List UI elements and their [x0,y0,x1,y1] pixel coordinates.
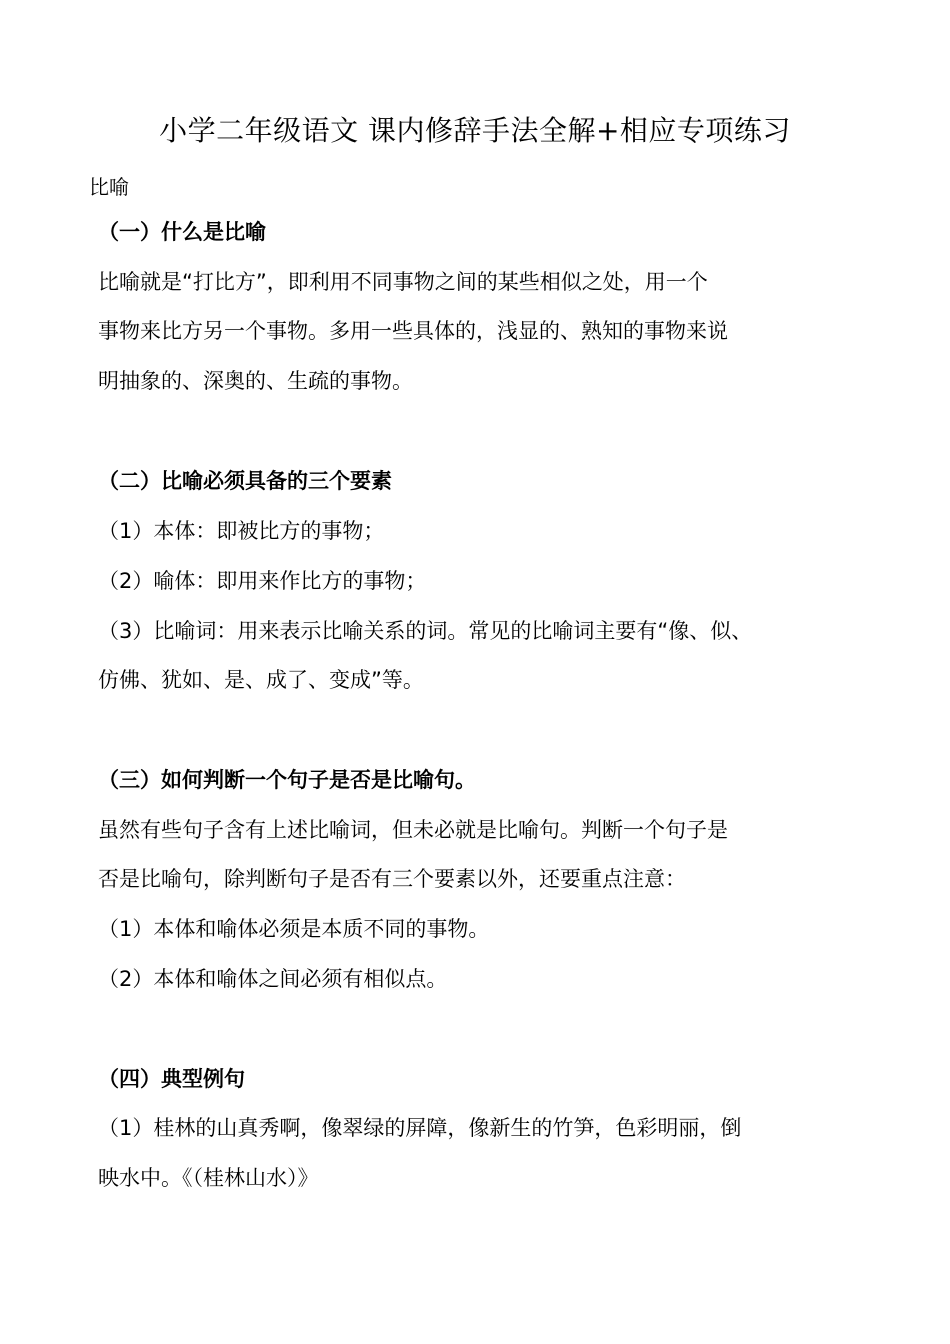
part3-line: （1）本体和喻体必须是本质不同的事物。 [98,917,490,941]
part3-line: 否是比喻句，除判断句子是否有三个要素以外，还要重点注意： [98,867,686,891]
part2-line: （1）本体：即被比方的事物； [98,519,385,543]
part2-line: 仿佛、犹如、是、成了、变成”等。 [98,668,424,692]
part4-line: 映水中。《（桂林山水）》 [98,1166,319,1190]
part3-line: 虽然有些句子含有上述比喻词，但未必就是比喻句。判断一个句子是 [98,818,728,842]
part4-line: （1）桂林的山真秀啊，像翠绿的屏障，像新生的竹笋，色彩明丽，倒 [98,1116,742,1140]
part1-heading: （一）什么是比喻 [98,220,266,244]
part3-heading: （三）如何判断一个句子是否是比喻句。 [98,768,476,792]
part1-line: 明抽象的、深奥的、生疏的事物。 [98,369,413,393]
part2-line: （3）比喻词：用来表示比喻关系的词。常见的比喻词主要有“像、似、 [98,619,753,643]
part1-line: 事物来比方另一个事物。多用一些具体的，浅显的、熟知的事物来说 [98,319,728,343]
part3-line: （2）本体和喻体之间必须有相似点。 [98,967,448,991]
part2-line: （2）喻体：即用来作比方的事物； [98,569,427,593]
part2-heading: （二）比喻必须具备的三个要素 [98,469,392,493]
document-title: 小学二年级语文 课内修辞手法全解+相应专项练习 [159,114,791,147]
part1-line: 比喻就是“打比方”，即利用不同事物之间的某些相似之处，用一个 [98,270,708,294]
part4-heading: （四）典型例句 [98,1067,245,1091]
section-label: 比喻 [89,175,129,199]
